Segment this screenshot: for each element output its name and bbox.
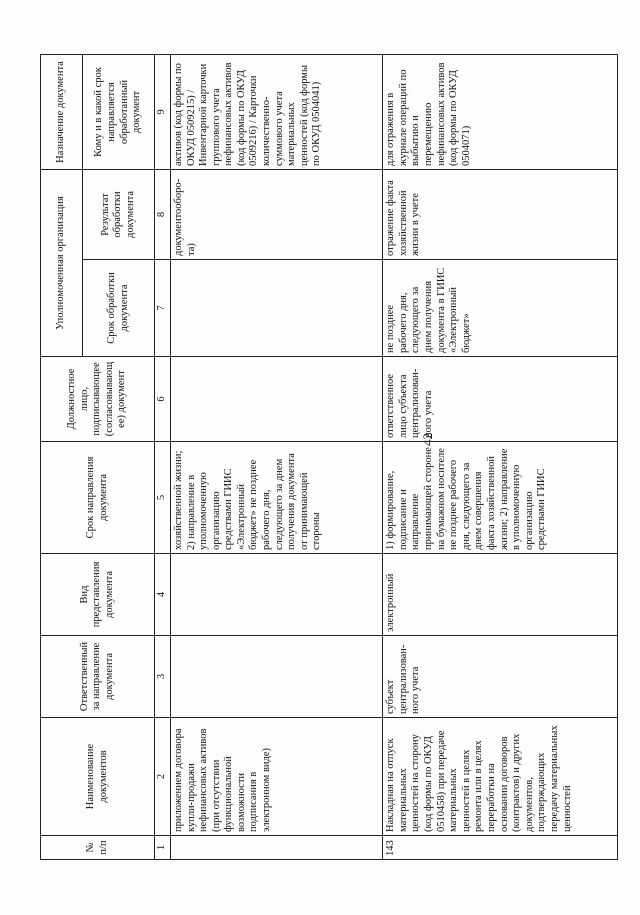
document-recipient: для отражения в журнале операций по выбытию и перемещению нефинансовых активов (код формы по ОКУД 0504071) bbox=[383, 55, 618, 170]
header-name: Наименование документов bbox=[41, 718, 155, 836]
row-number bbox=[170, 836, 382, 860]
column-number: 3 bbox=[155, 636, 171, 718]
column-number: 7 bbox=[155, 260, 171, 357]
header-signer: Должностное лицо, подписывающее (согласовывающее) документ bbox=[41, 357, 155, 442]
signing-official: ответственное лицо субъекта централизован-ного учета bbox=[383, 357, 618, 442]
processing-deadline bbox=[170, 260, 382, 357]
column-number: 9 bbox=[155, 55, 171, 170]
page-number: 42 bbox=[420, 433, 435, 446]
header-responsible: Ответственный за направление документа bbox=[41, 636, 155, 718]
responsible-party: субъект централизован-ного учета bbox=[383, 636, 618, 718]
processing-result: отражение факта хозяйственной жизни в учете bbox=[383, 170, 618, 260]
column-number: 1 bbox=[155, 836, 171, 860]
document-name: Накладная на отпуск материальных ценностей на сторону (код формы по ОКУД 0510458) при передаче материальных ценностей в целях ремонта или в целях переработки на основании договоров (контрактов) и других документов, подтверждающих передачу материальных ценностей bbox=[383, 718, 618, 836]
header-org-deadline: Срок обработки документа bbox=[83, 260, 155, 357]
header-purpose-to: Кому и в какой срок направляется обработанный документ bbox=[83, 55, 155, 170]
header-org-result: Результат обработки документа bbox=[83, 170, 155, 260]
table-row bbox=[383, 55, 618, 860]
column-number: 5 bbox=[155, 442, 171, 554]
rotated-table-container bbox=[40, 55, 618, 860]
column-number: 8 bbox=[155, 170, 171, 260]
header-purpose-group: Назначение документа bbox=[41, 55, 83, 170]
header-form: Вид представления документа bbox=[41, 554, 155, 636]
processing-result: документооборо-та) bbox=[170, 170, 382, 260]
column-number: 2 bbox=[155, 718, 171, 836]
table-row bbox=[170, 55, 382, 860]
responsible-party bbox=[170, 636, 382, 718]
header-org-group: Уполномоченная организация bbox=[41, 170, 83, 357]
document-register-table bbox=[40, 54, 618, 860]
column-number: 6 bbox=[155, 357, 171, 442]
row-number: 143 bbox=[383, 836, 618, 860]
header-row-top bbox=[41, 55, 83, 860]
processing-deadline: не позднее рабочего дня, следующего за днем получения документа в ГИИС «Электронный бюджет» bbox=[383, 260, 618, 357]
document-recipient: активов (код формы по ОКУД 0509215) / Инвентарной карточки группового учета нефинансовых активов (код формы по ОКУД 0509216) / Карточки количественно-суммового учета материальных ценностей (код формы по ОКУД 0504041) bbox=[170, 55, 382, 170]
column-number: 4 bbox=[155, 554, 171, 636]
presentation-form: электронный bbox=[383, 554, 618, 636]
signing-official bbox=[170, 357, 382, 442]
document-name: приложением договора купли-продажи нефинансовых активов (при отсутствии функциональной возможности подписания в электронном виде) bbox=[170, 718, 382, 836]
presentation-form bbox=[170, 554, 382, 636]
submission-deadline: хозяйственной жизни; 2) направление в уполномоченную организацию средствами ГИИС «Электронный бюджет» не позднее рабочего дня, следующего за днем получения документа от принимающей стороны bbox=[170, 442, 382, 554]
rotated-table-wrapper bbox=[40, 55, 618, 860]
header-number: № п/п bbox=[41, 836, 155, 860]
header-deadline: Срок направления документа bbox=[41, 442, 155, 554]
submission-deadline: 1) формирование, подписание и направление принимающей стороне на бумажном носителе не позднее рабочего дня, следующего за днем совершения факта хозяйственной жизни; 2) направление в уполномоченную организацию средствами ГИИС bbox=[383, 442, 618, 554]
column-number-row bbox=[155, 55, 171, 860]
